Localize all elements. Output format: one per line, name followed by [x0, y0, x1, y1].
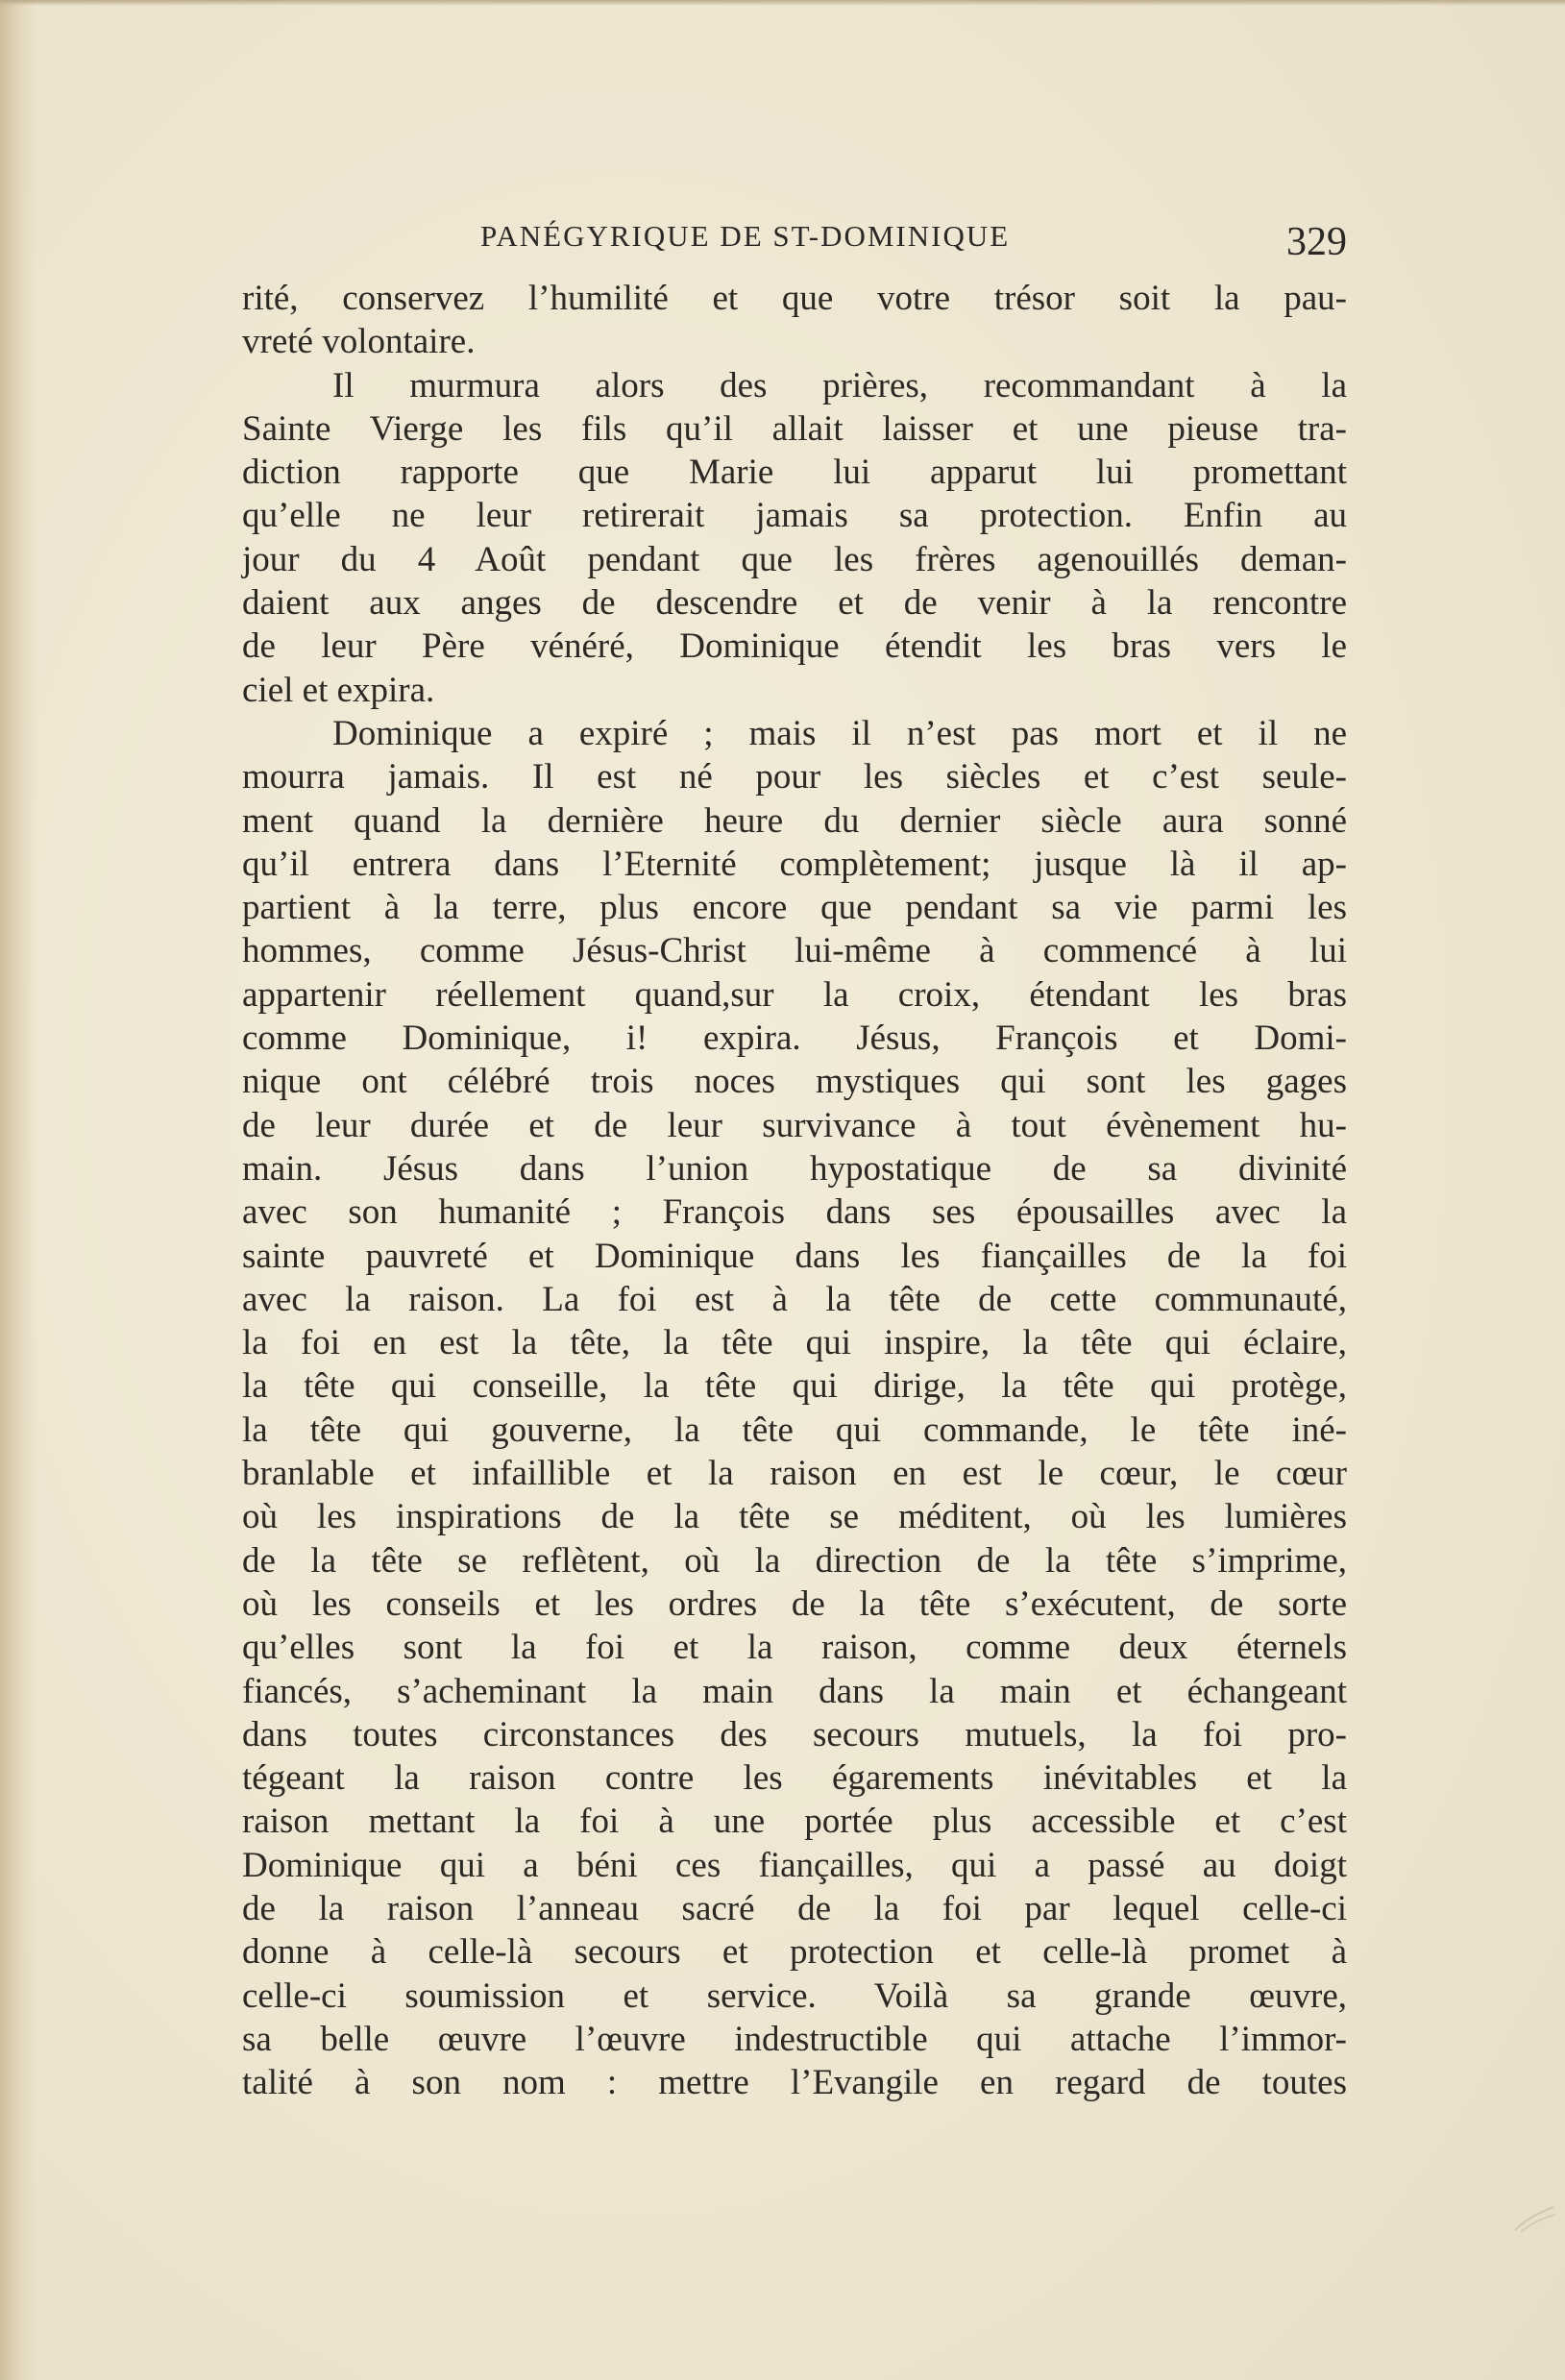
text-line: rité, conservez l’humilité et que votre trésor soit la pau-: [242, 279, 1347, 318]
text-line: la tête qui conseille, la tête qui dirige, la tête qui protège,: [242, 1366, 1347, 1407]
paper-corner-mark: [1511, 2201, 1557, 2236]
text-line: où les conseils et les ordres de la tête s’exécutent, de sorte: [242, 1583, 1347, 1624]
body-text: [242, 277, 1347, 2104]
text-line: partient à la terre, plus encore que pendant sa vie parmi les: [242, 888, 1347, 928]
text-line: la foi en est la tête, la tête qui inspire, la tête qui éclaire,: [242, 1323, 1347, 1363]
paragraph-first-line: Il murmura alors des prières, recommandant à la: [332, 365, 1347, 405]
text-line: ciel et expira.: [242, 670, 435, 710]
text-line: jour du 4 Août pendant que les frères agenouillés deman-: [242, 539, 1347, 579]
text-line: de la raison l’anneau sacré de la foi par lequel celle-ci: [242, 1888, 1347, 1928]
text-line: Sainte Vierge les fils qu’il allait laisser et une pieuse tra-: [242, 408, 1347, 449]
running-title: PANÉGYRIQUE DE ST-DOMINIQUE: [480, 219, 1011, 253]
text-line: nique ont célébré trois noces mystiques qui sont les gages: [242, 1062, 1347, 1102]
text-line: mourra jamais. Il est né pour les siècles et c’est seule-: [242, 757, 1347, 797]
text-line: main. Jésus dans l’union hypostatique de sa divinité: [242, 1148, 1347, 1189]
text-line: de leur Père vénéré, Dominique étendit les bras vers le: [242, 626, 1347, 667]
text-line: celle-ci soumission et service. Voilà sa grande œuvre,: [242, 1975, 1347, 2016]
page-gutter-shadow: [0, 0, 37, 2380]
running-head: [242, 219, 1347, 277]
text-line: branlable et infaillible et la raison en est le cœur, le cœur: [242, 1454, 1347, 1494]
text-line: appartenir réellement quand,sur la croix, étendant les bras: [242, 974, 1347, 1015]
text-line: daient aux anges de descendre et de venir à la rencontre: [242, 583, 1347, 624]
text-line: qu’il entrera dans l’Eternité complètement; jusque là il ap-: [242, 844, 1347, 884]
text-line: dans toutes circonstances des secours mutuels, la foi pro-: [242, 1714, 1347, 1754]
text-line: ment quand la dernière heure du dernier siècle aura sonné: [242, 800, 1347, 841]
text-line: raison mettant la foi à une portée plus accessible et c’est: [242, 1802, 1347, 1842]
text-line: de la tête se reflètent, où la direction de la tête s’imprime,: [242, 1540, 1347, 1581]
text-line: hommes, comme Jésus-Christ lui-même à commencé à lui: [242, 931, 1347, 971]
page-number: 329: [1286, 220, 1347, 264]
text-line: fiancés, s’acheminant la main dans la main et échangeant: [242, 1671, 1347, 1711]
text-line: donne à celle-là secours et protection et celle-là promet à: [242, 1932, 1347, 1973]
text-line: de leur durée et de leur survivance à tout évènement hu-: [242, 1105, 1347, 1145]
text-line: qu’elles sont la foi et la raison, comme deux éternels: [242, 1628, 1347, 1668]
text-line: avec la raison. La foi est à la tête de cette communauté,: [242, 1279, 1347, 1319]
page-top-edge: [0, 0, 1565, 6]
text-line: sa belle œuvre l’œuvre indestructible qui attache l’immor-: [242, 2019, 1347, 2059]
text-line: talité à son nom : mettre l’Evangile en regard de toutes: [242, 2063, 1347, 2103]
text-line: Dominique qui a béni ces fiançailles, qui a passé au doigt: [242, 1845, 1347, 1885]
text-line: vreté volontaire.: [242, 322, 476, 362]
text-line: avec son humanité ; François dans ses épousailles avec la: [242, 1192, 1347, 1233]
text-line: la tête qui gouverne, la tête qui commande, le tête iné-: [242, 1410, 1347, 1450]
text-line: tégeant la raison contre les égarements inévitables et la: [242, 1758, 1347, 1799]
text-line: qu’elle ne leur retirerait jamais sa protection. Enfin au: [242, 496, 1347, 536]
text-line: où les inspirations de la tête se méditent, où les lumières: [242, 1497, 1347, 1537]
text-line: diction rapporte que Marie lui apparut lui promettant: [242, 453, 1347, 493]
paragraph-first-line: Dominique a expiré ; mais il n’est pas mort et il ne: [332, 713, 1347, 753]
text-line: sainte pauvreté et Dominique dans les fiançailles de la foi: [242, 1236, 1347, 1276]
text-line: comme Dominique, i! expira. Jésus, François et Domi-: [242, 1018, 1347, 1059]
